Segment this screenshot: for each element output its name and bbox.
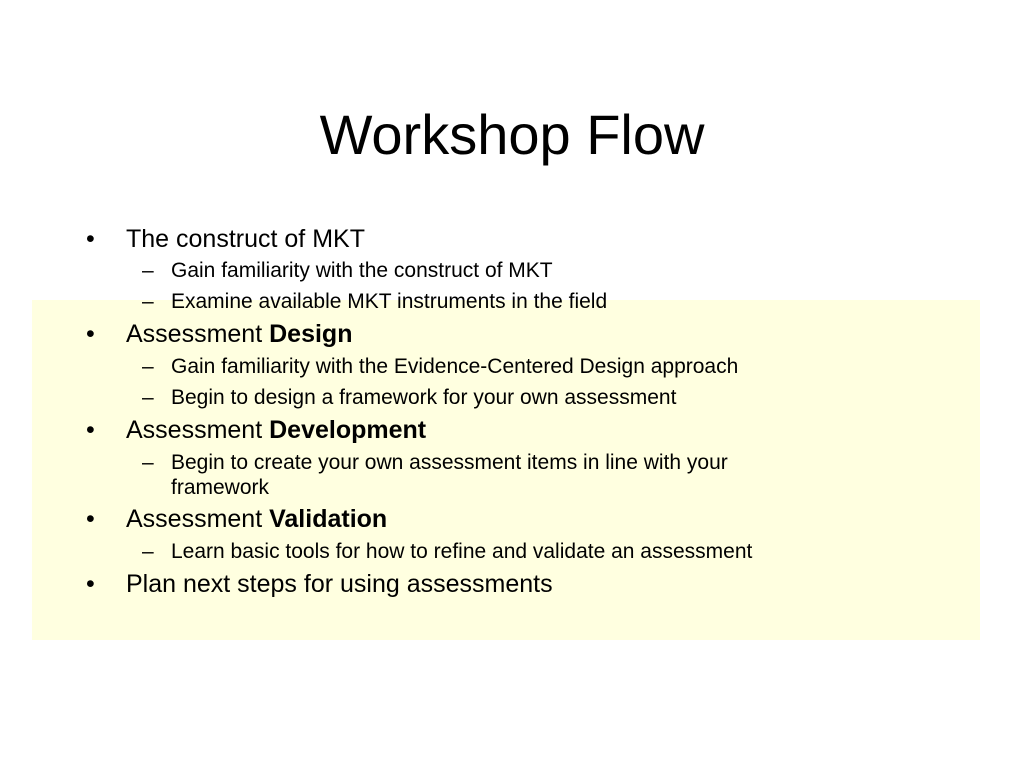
bullet-bold-text: Development (269, 416, 427, 444)
bullet-text: Assessment (126, 320, 270, 348)
sub-bullet-text: framework (171, 476, 270, 499)
sub-bullet-text: Learn basic tools for how to refine and validate an assessment (171, 540, 753, 563)
sub-bullet-marker: – (142, 540, 154, 563)
bullet-text: Plan next steps for using assessments (126, 570, 553, 598)
bullet-marker: • (86, 225, 95, 253)
sub-bullet-text: Gain familiarity with the Evidence-Centered Design approach (171, 355, 739, 378)
sub-bullet-text: Examine available MKT instruments in the field (171, 290, 608, 313)
sub-bullet-text: Gain familiarity with the construct of MKT (171, 259, 553, 282)
sub-bullet-marker: – (142, 386, 154, 409)
slide-title: Workshop Flow (319, 103, 705, 166)
bullet-text: Assessment (126, 416, 270, 444)
sub-bullet-marker: – (142, 290, 154, 313)
sub-bullet-marker: – (142, 259, 154, 282)
bullet-text: Assessment (126, 505, 270, 533)
bullet-bold-text: Design (269, 320, 353, 348)
bullet-bold-text: Validation (269, 505, 388, 533)
sub-bullet-marker: – (142, 355, 154, 378)
bullet-marker: • (86, 570, 95, 598)
sub-bullet-text: Begin to create your own assessment items in line with your (171, 451, 728, 474)
sub-bullet-marker: – (142, 451, 154, 474)
sub-bullet-text: Begin to design a framework for your own assessment (171, 386, 677, 409)
bullet-marker: • (86, 505, 95, 533)
bullet-marker: • (86, 320, 95, 348)
bullet-text: The construct of MKT (126, 225, 365, 253)
bullet-marker: • (86, 416, 95, 444)
